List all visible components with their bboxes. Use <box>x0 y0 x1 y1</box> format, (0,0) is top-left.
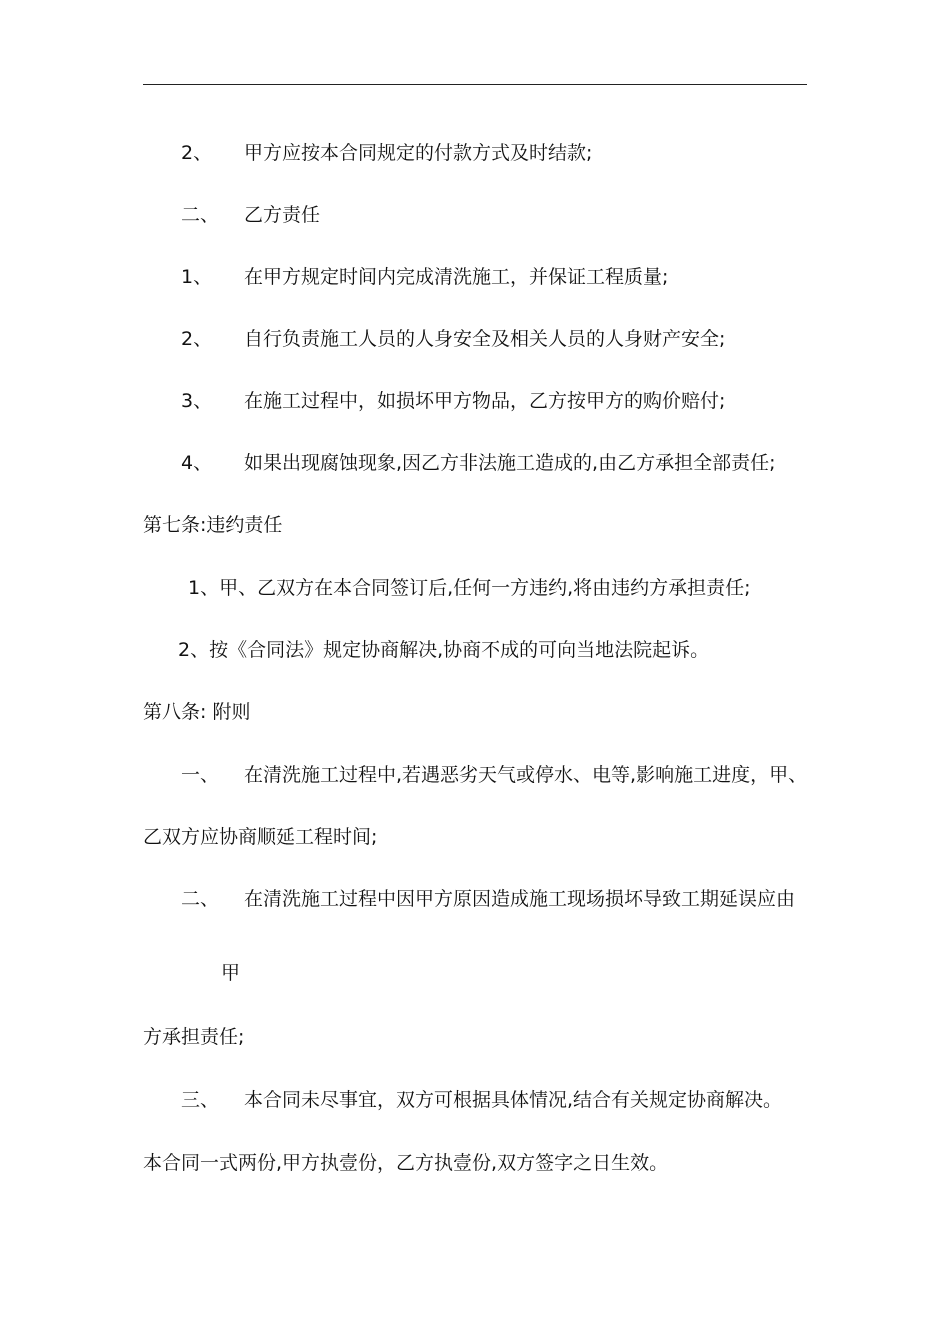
clause-text: 在甲方规定时间内完成清洗施工，并保证工程质量; <box>244 266 669 288</box>
list-number: 二、 <box>181 204 220 226</box>
clause-text: 本合同未尽事宜，双方可根据具体情况,结合有关规定协商解决。 <box>244 1089 783 1111</box>
clause-text-continuation: 乙双方应协商顺延工程时间; <box>143 826 378 848</box>
clause-text: 如果出现腐蚀现象,因乙方非法施工造成的,由乙方承担全部责任; <box>244 452 776 474</box>
list-number: 一、 <box>181 764 220 786</box>
header-rule <box>143 84 807 85</box>
list-number: 三、 <box>181 1089 220 1111</box>
clause-text: 甲方应按本合同规定的付款方式及时结款; <box>244 142 593 164</box>
list-number: 2、 <box>181 142 213 164</box>
clause-text: 2、按《合同法》规定协商解决,协商不成的可向当地法院起诉。 <box>178 639 710 661</box>
list-number: 二、 <box>181 888 220 910</box>
section-heading: 乙方责任 <box>244 204 321 226</box>
clause-text: 在清洗施工过程中因甲方原因造成施工现场损坏导致工期延误应由 <box>244 888 796 910</box>
clause-text: 1、甲、乙双方在本合同签订后,任何一方违约,将由违约方承担责任; <box>188 577 751 599</box>
list-number: 3、 <box>181 390 213 412</box>
list-number: 2、 <box>181 328 213 350</box>
list-number: 4、 <box>181 452 213 474</box>
article-heading: 第七条:违约责任 <box>143 514 283 536</box>
list-number: 1、 <box>181 266 213 288</box>
clause-text: 自行负责施工人员的人身安全及相关人员的人身财产安全; <box>244 328 726 350</box>
clause-text-continuation: 甲 <box>221 962 241 984</box>
clause-text: 在清洗施工过程中,若遇恶劣天气或停水、电等,影响施工进度，甲、 <box>244 764 808 786</box>
clause-text-continuation: 方承担责任; <box>143 1026 245 1048</box>
clause-text: 在施工过程中，如损坏甲方物品，乙方按甲方的购价赔付; <box>244 390 726 412</box>
article-heading: 第八条: 附则 <box>143 701 251 723</box>
closing-clause: 本合同一式两份,甲方执壹份，乙方执壹份,双方签字之日生效。 <box>143 1152 669 1174</box>
